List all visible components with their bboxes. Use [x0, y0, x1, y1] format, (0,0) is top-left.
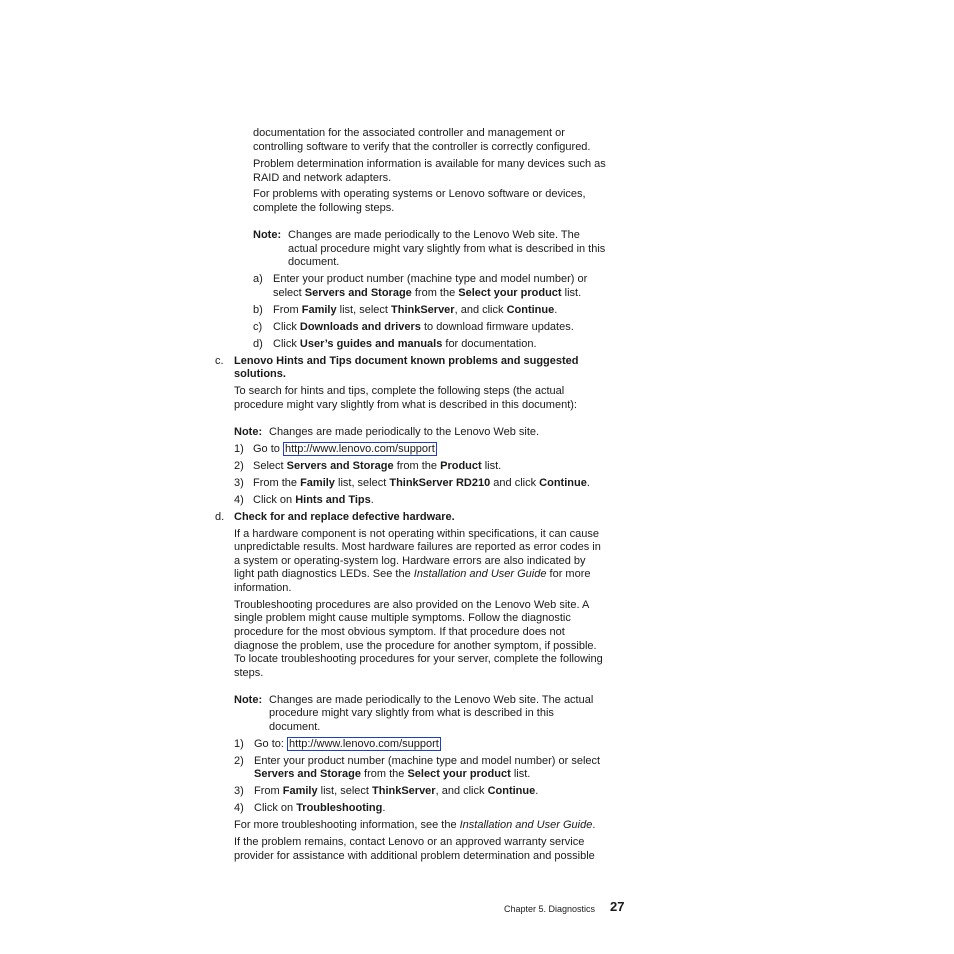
section-d-note-line2: procedure might vary slightly from what is described in this: [269, 707, 554, 719]
section-c-label: c.: [215, 355, 224, 367]
section-d-step3: From Family list, select ThinkServer, and click Continue.: [254, 785, 539, 797]
section-d-step4: Click on Troubleshooting.: [254, 802, 386, 814]
section-d-p4-line2: provider for assistance with additional problem determination and possible: [234, 850, 595, 862]
note-text-line1: Changes are made periodically to the Lenovo Web site. The: [288, 229, 580, 241]
note-text-line3: document.: [288, 256, 340, 268]
section-d-p1-line: information.: [234, 582, 292, 594]
step-label: 1): [234, 738, 244, 750]
step-label: 4): [234, 494, 244, 506]
step-label: 1): [234, 443, 244, 455]
section-d-heading: Check for and replace defective hardware.: [234, 511, 455, 523]
section-d-p2-line: procedure for the most obvious symptom. If that procedure does not: [234, 626, 565, 638]
footer-chapter: Chapter 5. Diagnostics: [504, 904, 596, 914]
section-d-note-label: Note:: [234, 694, 263, 706]
step-a-line1: Enter your product number (machine type and model number) or: [273, 273, 588, 285]
note-label: Note:: [253, 229, 282, 241]
section-d-p2-line: To locate troubleshooting procedures for your server, complete the following: [234, 653, 603, 665]
section-c-note-label: Note:: [234, 426, 263, 438]
section-c-note-text: Changes are made periodically to the Lenovo Web site.: [269, 426, 540, 438]
section-d-note-line3: document.: [269, 721, 321, 733]
step-label: 4): [234, 802, 244, 814]
intro-p1-line1: documentation for the associated controller and management or: [253, 127, 565, 139]
section-c-heading-line1: Lenovo Hints and Tips document known problems and suggested: [234, 355, 579, 367]
intro-p3-line2: complete the following steps.: [253, 202, 395, 214]
step-label: 3): [234, 785, 244, 797]
section-c-step4: Click on Hints and Tips.: [253, 494, 374, 506]
section-d-label: d.: [215, 511, 225, 523]
step-label: 3): [234, 477, 244, 489]
section-d-p2-line: single problem might cause multiple symptoms. Follow the diagnostic: [234, 612, 571, 624]
section-d-p1-line: If a hardware component is not operating within specifications, it can cause: [234, 528, 600, 540]
section-d-p4-line1: If the problem remains, contact Lenovo or an approved warranty service: [234, 836, 585, 848]
section-d-step2-line1: Enter your product number (machine type and model number) or select: [254, 755, 601, 767]
note-text-line2: actual procedure might vary slightly from what is described in this: [288, 243, 606, 255]
support-link[interactable]: http://www.lenovo.com/support: [289, 738, 439, 750]
section-c-p-line2: procedure might vary slightly from what is described in this document):: [234, 399, 577, 411]
support-link[interactable]: http://www.lenovo.com/support: [284, 443, 435, 455]
step-label: 2): [234, 460, 244, 472]
section-d-p2-line: diagnose the problem, use the procedure for another symptom, if possible.: [234, 640, 597, 652]
intro-p2-line1: Problem determination information is available for many devices such as: [253, 158, 606, 170]
section-d-p2-line: Troubleshooting procedures are also provided on the Lenovo Web site. A: [234, 599, 590, 611]
section-c-step1: Go to http://www.lenovo.com/support: [253, 443, 435, 455]
section-d-p3: For more troubleshooting information, see the Installation and User Guide.: [234, 819, 596, 831]
step-b-text: From Family list, select ThinkServer, and click Continue.: [273, 304, 558, 316]
section-c-step3: From the Family list, select ThinkServer RD210 and click Continue.: [253, 477, 590, 489]
section-d-p1-line: a system or operating-system log. Hardware errors are also indicated by: [234, 555, 586, 567]
step-label: c): [253, 321, 263, 333]
section-c-p-line1: To search for hints and tips, complete the following steps (the actual: [234, 385, 565, 397]
section-c-heading-line2: solutions.: [234, 368, 286, 380]
step-label: d): [253, 338, 263, 350]
section-c-step2: Select Servers and Storage from the Product list.: [253, 460, 502, 472]
section-d-p1-line: light path diagnostics LEDs. See the Installation and User Guide for more: [234, 568, 591, 580]
section-d-step1: Go to: http://www.lenovo.com/support: [254, 738, 439, 750]
intro-p1-line2: controlling software to verify that the controller is correctly configured.: [253, 141, 591, 153]
section-d-p1-line: unpredictable results. Most hardware failures are reported as error codes in: [234, 541, 601, 553]
step-label: 2): [234, 755, 244, 767]
section-d-p2-line: steps.: [234, 667, 264, 679]
section-d-step2-line2: Servers and Storage from the Select your product list.: [254, 768, 531, 780]
step-label: a): [253, 273, 263, 285]
step-d-text: Click User’s guides and manuals for documentation.: [273, 338, 537, 350]
intro-p3-line1: For problems with operating systems or Lenovo software or devices,: [253, 188, 586, 200]
page-number: 27: [610, 899, 625, 914]
step-a-line2: select Servers and Storage from the Select your product list.: [273, 287, 582, 299]
intro-p2-line2: RAID and network adapters.: [253, 172, 392, 184]
step-c-text: Click Downloads and drivers to download firmware updates.: [273, 321, 574, 333]
section-d-note-line1: Changes are made periodically to the Lenovo Web site. The actual: [269, 694, 594, 706]
step-label: b): [253, 304, 263, 316]
